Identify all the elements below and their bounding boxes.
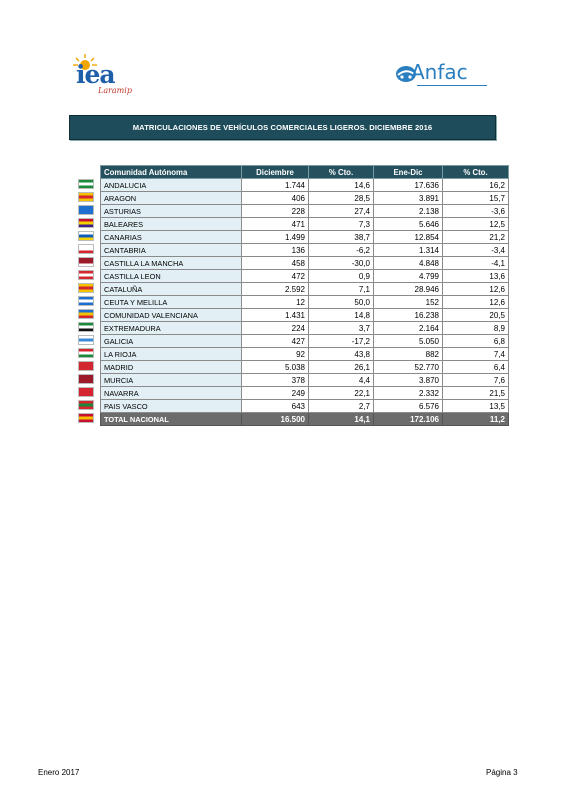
region-flag-icon — [78, 179, 94, 189]
december-growth-cell: 0,9 — [309, 270, 374, 283]
ytd-growth-cell: 6,4 — [443, 361, 509, 374]
region-flag-icon — [78, 205, 94, 215]
col-header-december: Diciembre — [242, 166, 309, 179]
december-value-cell: 1.499 — [242, 231, 309, 244]
region-flag-icon — [78, 413, 94, 423]
region-flag-icon — [78, 283, 94, 293]
ytd-value-cell: 3.870 — [374, 374, 443, 387]
ytd-growth-cell: 11,2 — [443, 413, 509, 426]
december-value-cell: 471 — [242, 218, 309, 231]
ytd-growth-cell: 6,8 — [443, 335, 509, 348]
region-flag-icon — [78, 270, 94, 280]
region-flag-icon — [78, 231, 94, 241]
december-value-cell: 427 — [242, 335, 309, 348]
iea-logo-text: iea — [76, 60, 115, 89]
ytd-value-cell: 52.770 — [374, 361, 443, 374]
table-row — [101, 244, 509, 257]
region-flag-icon — [78, 309, 94, 319]
region-flag-icon — [78, 257, 94, 267]
table-row — [101, 218, 509, 231]
ytd-growth-cell: 21,2 — [443, 231, 509, 244]
december-growth-cell: 14,1 — [309, 413, 374, 426]
iea-logo-subtext: Laramip — [98, 86, 132, 95]
ytd-growth-cell: 12,5 — [443, 218, 509, 231]
region-name-cell: CASTILLA LA MANCHA — [101, 257, 242, 270]
table-row — [101, 270, 509, 283]
ytd-growth-cell: 20,5 — [443, 309, 509, 322]
region-name-cell: PAIS VASCO — [101, 400, 242, 413]
december-value-cell: 2.592 — [242, 283, 309, 296]
ytd-growth-cell: 13,5 — [443, 400, 509, 413]
december-growth-cell: -17,2 — [309, 335, 374, 348]
table-row — [101, 335, 509, 348]
ytd-growth-cell: -3,4 — [443, 244, 509, 257]
table-header-row — [101, 166, 509, 179]
region-name-cell: EXTREMADURA — [101, 322, 242, 335]
region-flag-icon — [78, 400, 94, 410]
region-name-cell: CANTABRIA — [101, 244, 242, 257]
december-growth-cell: 22,1 — [309, 387, 374, 400]
december-growth-cell: 7,3 — [309, 218, 374, 231]
december-value-cell: 458 — [242, 257, 309, 270]
december-value-cell: 16.500 — [242, 413, 309, 426]
registrations-table — [100, 165, 509, 426]
december-value-cell: 224 — [242, 322, 309, 335]
table-row — [101, 387, 509, 400]
col-header-region: Comunidad Autónoma — [101, 166, 242, 179]
report-title: MATRICULACIONES DE VEHÍCULOS COMERCIALES LIGEROS. DICIEMBRE 2016 — [69, 115, 496, 140]
ytd-value-cell: 1.314 — [374, 244, 443, 257]
ytd-value-cell: 882 — [374, 348, 443, 361]
region-name-cell: TOTAL NACIONAL — [101, 413, 242, 426]
table-row — [101, 309, 509, 322]
ytd-value-cell: 5.646 — [374, 218, 443, 231]
ytd-growth-cell: -3,6 — [443, 205, 509, 218]
region-name-cell: ARAGON — [101, 192, 242, 205]
december-growth-cell: 2,7 — [309, 400, 374, 413]
december-growth-cell: 27,4 — [309, 205, 374, 218]
december-value-cell: 228 — [242, 205, 309, 218]
table-row — [101, 361, 509, 374]
december-growth-cell: 50,0 — [309, 296, 374, 309]
footer-page-number: Página 3 — [486, 768, 518, 777]
region-flag-icon — [78, 361, 94, 371]
iea-logo — [70, 52, 140, 100]
ytd-value-cell: 6.576 — [374, 400, 443, 413]
col-header-growth-ytd: % Cto. — [443, 166, 509, 179]
ytd-value-cell: 5.050 — [374, 335, 443, 348]
table-row — [101, 179, 509, 192]
table-row — [101, 374, 509, 387]
region-name-cell: LA RIOJA — [101, 348, 242, 361]
ytd-growth-cell: 13,6 — [443, 270, 509, 283]
december-growth-cell: 3,7 — [309, 322, 374, 335]
region-name-cell: CANARIAS — [101, 231, 242, 244]
december-value-cell: 92 — [242, 348, 309, 361]
december-value-cell: 643 — [242, 400, 309, 413]
table-row — [101, 296, 509, 309]
table-total-row — [101, 413, 509, 426]
december-growth-cell: 4,4 — [309, 374, 374, 387]
table-row — [101, 192, 509, 205]
ytd-growth-cell: -4,1 — [443, 257, 509, 270]
ytd-value-cell: 16.238 — [374, 309, 443, 322]
ytd-value-cell: 152 — [374, 296, 443, 309]
december-growth-cell: 28,5 — [309, 192, 374, 205]
ytd-value-cell: 4.799 — [374, 270, 443, 283]
region-name-cell: ANDALUCIA — [101, 179, 242, 192]
region-name-cell: CASTILLA LEON — [101, 270, 242, 283]
table-row — [101, 283, 509, 296]
ytd-value-cell: 2.164 — [374, 322, 443, 335]
ytd-value-cell: 2.332 — [374, 387, 443, 400]
ytd-growth-cell: 7,4 — [443, 348, 509, 361]
december-growth-cell: 43,8 — [309, 348, 374, 361]
ytd-growth-cell: 12,6 — [443, 283, 509, 296]
ytd-growth-cell: 12,6 — [443, 296, 509, 309]
ytd-value-cell: 4.848 — [374, 257, 443, 270]
region-name-cell: NAVARRA — [101, 387, 242, 400]
region-flag-icon — [78, 296, 94, 306]
region-name-cell: CEUTA Y MELILLA — [101, 296, 242, 309]
ytd-value-cell: 172.106 — [374, 413, 443, 426]
december-value-cell: 378 — [242, 374, 309, 387]
ytd-value-cell: 28.946 — [374, 283, 443, 296]
table-row — [101, 322, 509, 335]
table-row — [101, 231, 509, 244]
december-value-cell: 5.038 — [242, 361, 309, 374]
december-value-cell: 249 — [242, 387, 309, 400]
region-name-cell: CATALUÑA — [101, 283, 242, 296]
ytd-growth-cell: 7,6 — [443, 374, 509, 387]
ytd-growth-cell: 16,2 — [443, 179, 509, 192]
region-flag-icon — [78, 244, 94, 254]
region-name-cell: MADRID — [101, 361, 242, 374]
ytd-growth-cell: 8,9 — [443, 322, 509, 335]
region-flag-icon — [78, 192, 94, 202]
december-growth-cell: -30,0 — [309, 257, 374, 270]
december-value-cell: 1.431 — [242, 309, 309, 322]
december-growth-cell: 26,1 — [309, 361, 374, 374]
col-header-growth-dec: % Cto. — [309, 166, 374, 179]
december-value-cell: 12 — [242, 296, 309, 309]
region-name-cell: ASTURIAS — [101, 205, 242, 218]
ytd-value-cell: 2.138 — [374, 205, 443, 218]
december-value-cell: 472 — [242, 270, 309, 283]
region-flag-icon — [78, 387, 94, 397]
region-flag-icon — [78, 374, 94, 384]
ytd-growth-cell: 15,7 — [443, 192, 509, 205]
december-growth-cell: -6,2 — [309, 244, 374, 257]
region-name-cell: GALICIA — [101, 335, 242, 348]
table-row — [101, 400, 509, 413]
december-growth-cell: 14,8 — [309, 309, 374, 322]
footer-date: Enero 2017 — [38, 768, 80, 777]
region-flag-icon — [78, 335, 94, 345]
ytd-value-cell: 3.891 — [374, 192, 443, 205]
december-growth-cell: 38,7 — [309, 231, 374, 244]
december-value-cell: 136 — [242, 244, 309, 257]
flags-column — [78, 179, 96, 426]
table-row — [101, 348, 509, 361]
region-flag-icon — [78, 322, 94, 332]
region-flag-icon — [78, 218, 94, 228]
december-growth-cell: 7,1 — [309, 283, 374, 296]
ytd-value-cell: 12.854 — [374, 231, 443, 244]
anfac-logo — [395, 58, 490, 88]
ytd-value-cell: 17.636 — [374, 179, 443, 192]
table-row — [101, 257, 509, 270]
table-row — [101, 205, 509, 218]
december-growth-cell: 14,6 — [309, 179, 374, 192]
region-name-cell: COMUNIDAD VALENCIANA — [101, 309, 242, 322]
ytd-growth-cell: 21,5 — [443, 387, 509, 400]
col-header-ytd: Ene-Dic — [374, 166, 443, 179]
anfac-underline — [417, 85, 487, 86]
december-value-cell: 1.744 — [242, 179, 309, 192]
december-value-cell: 406 — [242, 192, 309, 205]
anfac-logo-text: Anfac — [411, 60, 468, 84]
region-name-cell: BALEARES — [101, 218, 242, 231]
region-flag-icon — [78, 348, 94, 358]
region-name-cell: MURCIA — [101, 374, 242, 387]
